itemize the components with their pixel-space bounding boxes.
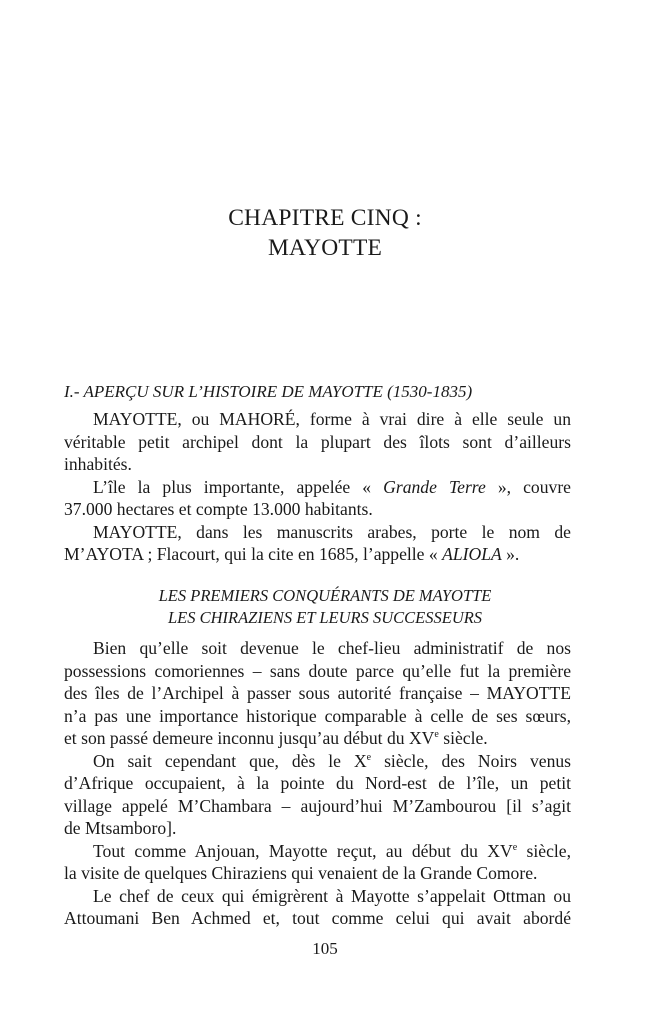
paragraph-line: la visite de quelques Chiraziens qui venaient de la Grande Comore.: [64, 863, 538, 883]
page-number: 105: [312, 939, 338, 958]
paragraph-line: MAYOTTE, dans les manuscrits arabes, porte le nom de: [93, 522, 571, 542]
paragraph-line: Attoumani Ben Achmed et, tout comme celui qui avait abordé: [64, 908, 571, 928]
paragraph-line: [64, 543, 571, 566]
italic-term: ALIOLA: [442, 544, 502, 564]
text-span: siècle.: [438, 728, 488, 748]
chapter-title: [0, 203, 650, 263]
paragraph-line: véritable petit archipel dont la plupart des îlots sont d’ailleurs: [64, 432, 571, 452]
paragraph-line: [93, 750, 571, 773]
section-heading: I.- APERÇU SUR L’HISTOIRE DE MAYOTTE (1530-1835): [64, 382, 473, 401]
paragraph-line: des îles de l’Archipel à passer sous autorité française – MAYOTTE: [64, 683, 571, 703]
chapter-number: CHAPITRE CINQ :: [228, 205, 422, 231]
paragraph-line: [64, 727, 571, 750]
text-span: L’île la plus importante, appelée «: [93, 477, 384, 497]
paragraph-line: Le chef de ceux qui émigrèrent à Mayotte s’appelait Ottman ou: [93, 886, 571, 906]
subheading-line: LES CHIRAZIENS ET LEURS SUCCESSEURS: [167, 608, 483, 627]
paragraph-line: de Mtsamboro].: [64, 818, 177, 838]
paragraph-line: Bien qu’elle soit devenue le chef-lieu administratif de nos: [93, 638, 571, 658]
chapter-name: MAYOTTE: [267, 235, 383, 261]
text-span: siècle,: [517, 841, 571, 861]
text-span: M’AYOTA ; Flacourt, qui la cite en 1685, l’appelle «: [64, 544, 443, 564]
paragraph-line: inhabités.: [64, 454, 132, 474]
text-span: et son passé demeure inconnu jusqu’au début du XV: [64, 728, 435, 748]
paragraph-line: possessions comoriennes – sans doute parce qu’elle fut la première: [64, 661, 571, 681]
superscript: e: [366, 752, 372, 764]
paragraph-line: 37.000 hectares et compte 13.000 habitants.: [64, 499, 373, 519]
paragraph-line: n’a pas une importance historique comparable à celle de ses sœurs,: [64, 706, 571, 726]
text-span: On sait cependant que, dès le X: [93, 751, 367, 771]
paragraph-line: d’Afrique occupaient, à la pointe du Nord-est de l’île, un petit: [64, 773, 571, 793]
paragraph-line: [93, 840, 571, 863]
paragraph-line: MAYOTTE, ou MAHORÉ, forme à vrai dire à elle seule un: [93, 409, 571, 429]
subheading-line: LES PREMIERS CONQUÉRANTS DE MAYOTTE: [158, 586, 492, 605]
text-span: », couvre: [485, 477, 571, 497]
text-span: ».: [501, 544, 520, 564]
paragraph-line: village appelé M’Chambara – aujourd’hui M’Zambourou [il s’agit: [64, 796, 571, 816]
paragraph-line: [93, 476, 571, 499]
text-span: siècle, des Noirs venus: [371, 751, 572, 771]
superscript: e: [512, 842, 518, 854]
text-span: Tout comme Anjouan, Mayotte reçut, au début du XV: [93, 841, 513, 861]
italic-term: Grande Terre: [383, 477, 486, 497]
superscript: e: [434, 729, 439, 741]
